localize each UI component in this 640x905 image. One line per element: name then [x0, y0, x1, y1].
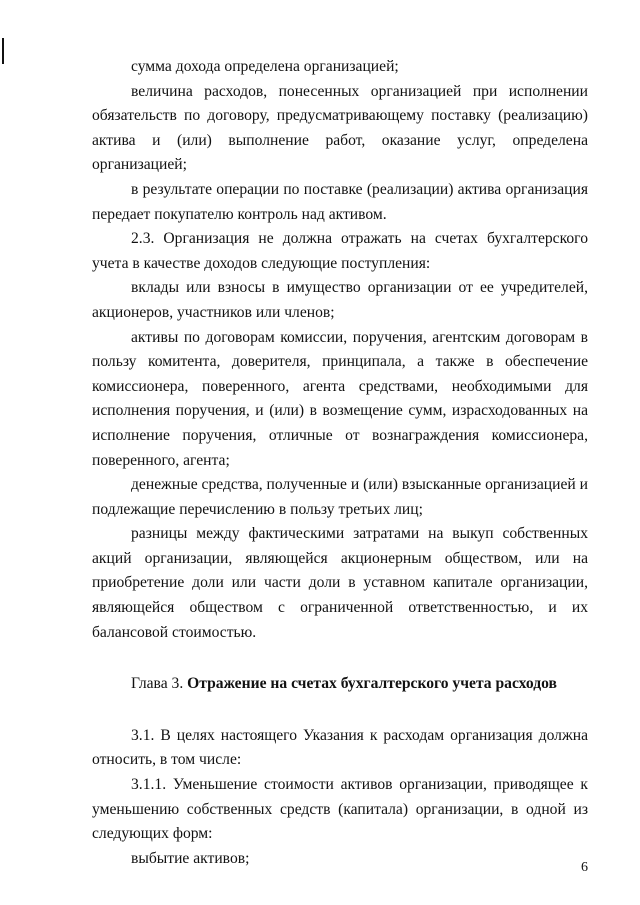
paragraph-expenses-amount: величина расходов, понесенных организацией при исполнении обязательств по договору, предусматривающему поставку (реализацию) актива и (или) выполнение работ, оказание услуг, определена организацией; [92, 82, 588, 174]
paragraph-asset-disposal: выбытие активов; [131, 849, 250, 867]
chapter-heading [92, 672, 588, 697]
paragraph-3-1-1: 3.1.1. Уменьшение стоимости активов организации, приводящее к уменьшению собственных средств (капитала) организации, в одной из следующих форм: [92, 776, 588, 843]
paragraph-2-3: 2.3. Организация не должна отражать на счетах бухгалтерского учета в качестве доходов следующие поступления: [92, 230, 588, 272]
document-page [92, 55, 588, 871]
paragraph-control-transfer: в результате операции по поставке (реализации) актива организация передает покупателю контроль над активом. [92, 180, 588, 223]
chapter-title: Отражение на счетах бухгалтерского учета расходов [187, 675, 557, 693]
paragraph-commission-assets: активы по договорам комиссии, поручения, агентским договорам в пользу комитента, доверителя, принципала, а также в обеспечение комиссионера, поверенного, агента средствами, необходимыми для исполнения поручения, и (или) в возмещение сумм, израсходованных на исполнение поручения, отличные от вознаграждения комиссионера, поверенного, агента; [92, 328, 588, 469]
text-cursor [2, 38, 4, 64]
paragraph-3-1: 3.1. В целях настоящего Указания к расходам организация должна относить, в том числе: [92, 726, 588, 769]
paragraph-share-buyback: разницы между фактическими затратами на выкуп собственных акций организации, являющейся акционерным обществом, или на приобретение доли или части доли в уставном капитале организации, являющейся обществом с ограниченной ответственностью, и их балансовой стоимостью. [92, 525, 588, 641]
page-number: 6 [581, 860, 588, 875]
paragraph-contributions: вклады или взносы в имущество организации от ее учредителей, акционеров, участников или членов; [92, 279, 588, 321]
chapter-prefix: Глава 3. [131, 675, 184, 693]
paragraph-income-amount: сумма дохода определена организацией; [131, 58, 399, 75]
paragraph-third-party-funds: денежные средства, полученные и (или) взысканные организацией и подлежащие перечислению в пользу третьих лиц; [92, 476, 588, 518]
